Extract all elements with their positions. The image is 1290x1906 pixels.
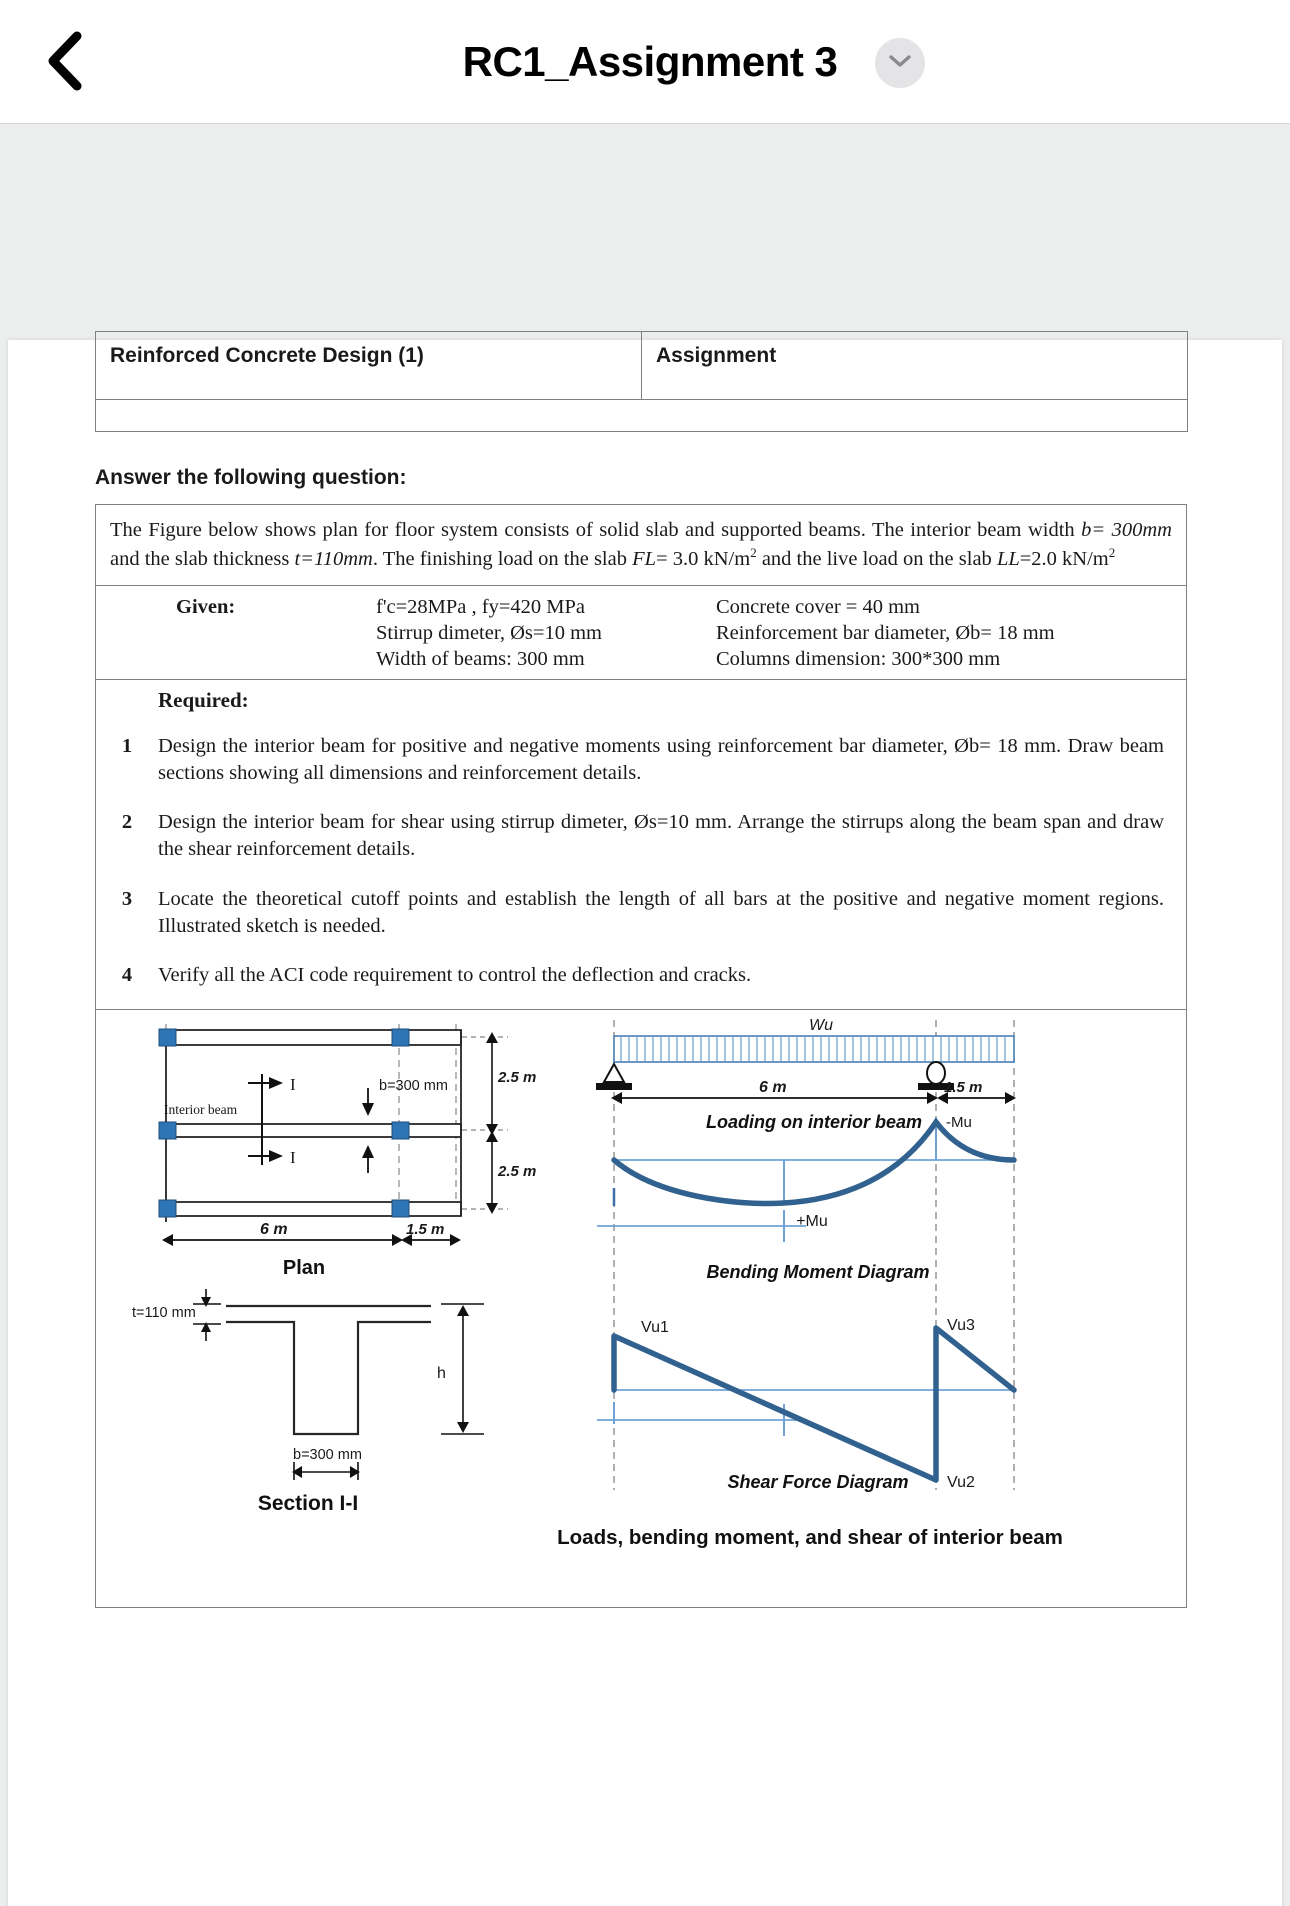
table-row <box>96 400 1188 432</box>
loading-title: Loading on interior beam <box>705 1112 923 1133</box>
plan-beam-lines <box>166 1030 461 1222</box>
intro-mid-3: and the live load on the slab <box>756 547 997 570</box>
requirement-number: 4 <box>121 964 133 987</box>
section-thickness-dim <box>193 1289 221 1341</box>
assignment-type-cell: Assignment <box>642 332 1188 400</box>
document-header-table <box>95 331 1188 432</box>
sfd-vu1-label: Vu1 <box>641 1319 669 1337</box>
loading-cantilever-label: 1.5 m <box>944 1079 983 1097</box>
load-label: Wu <box>809 1017 833 1035</box>
document-scroll-area[interactable] <box>0 124 1290 1906</box>
section-depth-label: h <box>437 1365 446 1383</box>
list-item <box>96 733 1170 788</box>
plan-bay-bottom-label: 2.5 m <box>498 1163 537 1181</box>
requirement-text: Verify all the ACI code requirement to control the deflection and cracks. <box>158 964 752 987</box>
sfd-polyline <box>614 1328 1014 1480</box>
requirement-text: Design the interior beam for shear using stirrup dimeter, Øs=10 mm. Arrange the stirrups along the beam span and draw the shear reinforcement details. <box>158 811 1164 861</box>
section-title: Section I-I <box>257 1492 359 1516</box>
given-label: Given: <box>176 595 236 618</box>
app-header <box>0 0 1290 124</box>
intro-b-symbol: b <box>1081 519 1092 541</box>
intro-sup-1: 2 <box>750 544 757 560</box>
plan-cantilever-label: 1.5 m <box>406 1221 445 1239</box>
table-row <box>96 332 1188 400</box>
list-item <box>96 962 1170 989</box>
requirement-number: 2 <box>121 811 133 834</box>
bending-moment-diagram <box>597 1114 1014 1282</box>
sfd-vu2-label: Vu2 <box>947 1474 975 1492</box>
section-mark-bottom-label: I <box>290 1148 296 1168</box>
figure-panel <box>96 1009 1186 1607</box>
bmd-curve <box>614 1122 1014 1204</box>
intro-t-symbol: t=110mm <box>294 547 373 570</box>
given-row-0-left: f'c=28MPa , fy=420 MPa <box>376 595 586 618</box>
loading-span-label: 6 m <box>759 1079 787 1097</box>
figure-caption: Loads, bending moment, and shear of interior beam <box>557 1526 1063 1550</box>
page-title: RC1_Assignment 3 <box>462 37 838 85</box>
plan-bay-dims <box>462 1032 508 1214</box>
course-name-cell: Reinforced Concrete Design (1) <box>96 332 642 400</box>
answer-prompt: Answer the following question: <box>95 466 407 489</box>
plan-beam-width-label: b=300 mm <box>379 1078 448 1095</box>
intro-line-1: The Figure below shows plan for floor system consists of solid slab and supported beams. The interior beam width <box>110 519 1075 541</box>
gridline <box>166 1024 456 1215</box>
given-row-2-right: Columns dimension: 300*300 mm <box>716 647 1001 670</box>
section-width-dim <box>292 1462 360 1480</box>
sfd-title: Shear Force Diagram <box>727 1472 909 1493</box>
required-heading: Required: <box>96 679 1186 717</box>
intro-ll-symbol: LL <box>996 547 1020 570</box>
given-row-1-left: Stirrup dimeter, Øs=10 mm <box>376 621 602 644</box>
intro-fl-value: = 3.0 kN/m <box>656 547 751 570</box>
plan-title: Plan <box>282 1257 326 1280</box>
intro-mid-2: . The finishing load on the slab <box>372 547 633 570</box>
plan-columns <box>159 1029 409 1217</box>
given-row-1-right: Reinforcement bar diameter, Øb= 18 mm <box>716 621 1055 644</box>
section-thickness-label: t=110 mm <box>132 1305 196 1322</box>
intro-ll-value: =2.0 kN/m <box>1019 547 1109 570</box>
section-depth-dim <box>441 1304 484 1434</box>
list-item <box>96 809 1170 864</box>
document-content <box>95 331 1187 1608</box>
given-section <box>96 585 1186 679</box>
distributed-load-block <box>614 1036 1014 1062</box>
intro-sup-2: 2 <box>1108 544 1116 560</box>
sfd-vu3-label: Vu3 <box>947 1317 975 1335</box>
back-button[interactable] <box>30 26 100 96</box>
bmd-positive-label: +Mu <box>796 1213 828 1231</box>
intro-fl-symbol: FL <box>632 547 657 570</box>
chevron-left-icon <box>43 31 87 91</box>
section-view <box>132 1289 484 1515</box>
bmd-title: Bending Moment Diagram <box>706 1262 930 1283</box>
question-box <box>95 504 1187 1608</box>
bmd-negative-label: -Mu <box>946 1114 972 1132</box>
required-list <box>96 717 1186 1010</box>
shear-force-diagram <box>597 1317 1014 1492</box>
requirement-text: Locate the theoretical cutoff points and establish the length of all bars at the positive and negative moment regions. Illustrated sketch is needed. <box>158 887 1164 937</box>
requirement-number: 3 <box>121 887 133 910</box>
engineering-figure <box>96 1010 1186 1608</box>
section-width-label: b=300 mm <box>293 1447 362 1464</box>
list-item <box>96 886 1170 941</box>
intro-mid-1: and the slab thickness <box>110 547 295 570</box>
section-mark-top-label: I <box>290 1075 296 1095</box>
section-cut-line <box>248 1074 283 1165</box>
intro-b-value: = 300mm <box>1091 519 1172 541</box>
plan-bay-top-label: 2.5 m <box>498 1069 537 1087</box>
chevron-down-icon <box>887 52 913 75</box>
requirement-number: 1 <box>121 734 133 757</box>
requirement-text: Design the interior beam for positive and negative moments using reinforcement bar diameter, Øb= 18 mm. Draw beam sections showing all dimensions and reinforcement details. <box>158 734 1164 784</box>
plan-span-label: 6 m <box>260 1221 288 1239</box>
beam-analysis-diagrams <box>557 1017 1063 1549</box>
given-row-2-left: Width of beams: 300 mm <box>376 647 585 670</box>
section-tbeam-outline <box>226 1306 431 1434</box>
plan-view <box>159 1024 536 1279</box>
question-intro <box>96 505 1186 585</box>
interior-beam-label: Interior beam <box>164 1102 238 1118</box>
title-dropdown-button[interactable] <box>875 38 925 88</box>
given-row-0-right: Concrete cover = 40 mm <box>716 595 920 618</box>
blank-cell <box>96 400 1188 432</box>
pin-support <box>596 1064 632 1090</box>
